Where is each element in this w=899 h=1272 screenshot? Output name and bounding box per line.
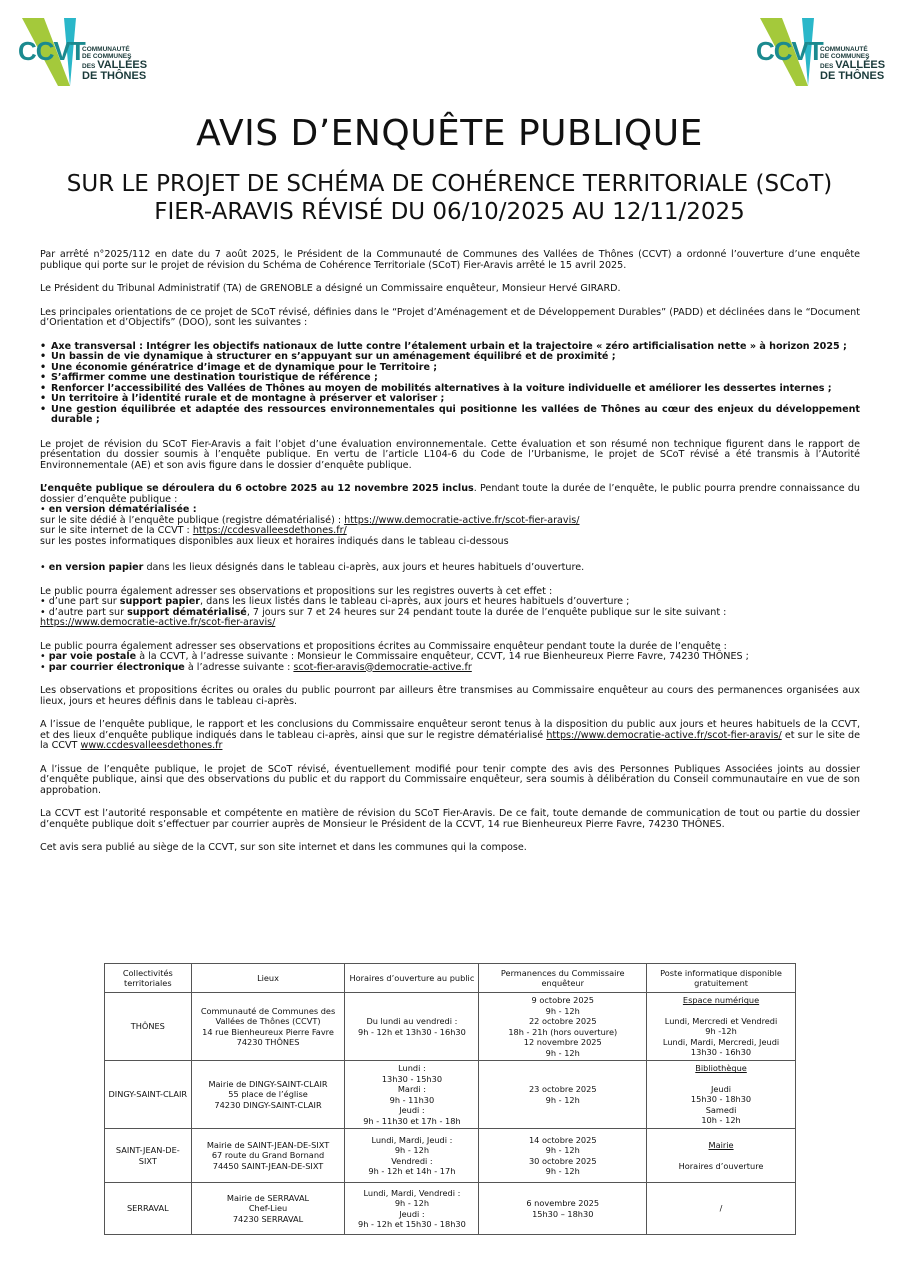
header-horaires: Horaires d’ouverture au public bbox=[345, 964, 479, 993]
papier-label: en version papier bbox=[48, 562, 144, 573]
page-title: AVIS D’ENQUÊTE PUBLIQUE bbox=[196, 113, 703, 154]
paragraph-approbation: A l’issue de l’enquête publique, le projet de SCoT révisé, éventuellement modifié pour tenir compte des avis des Personnes Publiques Associées joints au dossier d’enquête publique, ainsi que des observations du public et du rapport du Commissaire enquêteur, sera soumis à délibération du Conseil communautaire en vue de son approbation. bbox=[40, 763, 860, 796]
table-row bbox=[105, 1129, 796, 1183]
courrier-block: Le public pourra également adresser ses observations et propositions écrites au Commissaire enquêteur pendant toute la durée de l’enquête : • par voie postale à la CCVT, à l’adresse suivante : Monsieur le Commissaire enquêteur, CCVT, 14 rue Bienheureux Pierre Favre, 74230 THÔNES ; • par courrier électronique à l’adresse suivante : scot-fier-aravis@democratie-active.fr bbox=[40, 642, 860, 674]
site-ccvt-label: sur le site internet de la CCVT : bbox=[40, 525, 193, 536]
courrier-email-link[interactable]: scot-fier-aravis@democratie-active.fr bbox=[293, 661, 472, 673]
paragraph-permanences: Les observations et propositions écrites ou orales du public pourront par ailleurs être transmises au Commissaire enquêteur au cours des permanences organisées aux lieux, jours et heures définis dans le tableau ci-après. bbox=[40, 685, 860, 707]
rapport-link[interactable]: https://www.democratie-active.fr/scot-fier-aravis/ bbox=[546, 729, 782, 741]
cell-collectivite: DINGY-SAINT-CLAIR bbox=[105, 1061, 192, 1129]
cell-lieu: Mairie de SAINT-JEAN-DE-SIXT 67 route du Grand Bornand 74450 SAINT-JEAN-DE-SIXT bbox=[191, 1129, 345, 1183]
consultation-block: L’enquête publique se déroulera du 6 octobre 2025 au 12 novembre 2025 inclus. Pendant toute la durée de l’enquête, le public pourra prendre connaissance du dossier d’enquête publique : • en version dématérialisée : sur le site dédié à l’enquête publique (registre dématérialisé) : https://www.democratie-active.fr/scot-fier-aravis/ sur le site internet de la CCVT : https://ccdesvalleesdethones.fr/ sur les postes informatiques disponibles aux lieux et horaires indiqués dans le tableau ci-dessous • en version papier dans les lieux désignés dans le tableau ci-après, aux jours et heures habituels d’ouverture. bbox=[40, 483, 861, 573]
cell-permanences: 14 octobre 2025 9h - 12h 30 octobre 2025 9h - 12h bbox=[479, 1129, 647, 1183]
cell-horaires: Lundi : 13h30 - 15h30 Mardi : 9h - 11h30 Jeudi : 9h - 11h30 et 17h - 18h bbox=[345, 1061, 479, 1129]
cell-poste: Bibliothèque Jeudi 15h30 - 18h30 Samedi 10h - 12h bbox=[647, 1061, 796, 1129]
cell-poste: Mairie Horaires d’ouverture bbox=[647, 1129, 796, 1183]
logo-caption: COMMUNAUTÉ DE COMMUNES DES VALLÉES DE THÔNES bbox=[820, 46, 886, 82]
paragraph-evaluation: Le projet de révision du SCoT Fier-Aravis a fait l’objet d’une évaluation environnementale. Cette évaluation et son résumé non technique figurent dans le rapport de présentation du dossier soumis à l’enquête publique. En vertu de l’article L104-6 du Code de l’Urbanisme, le projet de SCoT révisé a été transmis à l’Autorité Environnementale (AE) et son avis figure dans le dossier d’enquête publique. bbox=[40, 438, 860, 471]
voie-postale-label: par voie postale bbox=[48, 651, 137, 662]
cell-collectivite: SAINT-JEAN-DE-SIXT bbox=[105, 1129, 192, 1183]
cell-horaires: Lundi, Mardi, Vendredi : 9h - 12h Jeudi : 9h - 12h et 15h30 - 18h30 bbox=[345, 1183, 479, 1235]
support-demat-label: support dématérialisé bbox=[127, 606, 247, 618]
cell-collectivite: SERRAVAL bbox=[105, 1183, 192, 1235]
cell-horaires: Du lundi au vendredi : 9h - 12h et 13h30 - 16h30 bbox=[345, 993, 479, 1061]
list-item: • Une gestion équilibrée et adaptée des ressources environnementales qui positionne les vallées de Thônes au cœur des enjeux du développement durable ; bbox=[51, 405, 860, 426]
site-dedie-label: sur le site dédié à l’enquête publique (registre dématérialisé) : bbox=[40, 514, 345, 526]
list-item: • Un territoire à l’identité rurale et de montagne à préserver et valoriser ; bbox=[51, 394, 860, 405]
header-permanences: Permanences du Commissaire enquêteur bbox=[479, 964, 647, 993]
enquete-intro: . Pendant toute la durée de l’enquête, le public pourra prendre connaissance du dossier d’enquête publique : bbox=[40, 483, 861, 505]
paragraph-commissaire: Le Président du Tribunal Administratif (TA) de GRENOBLE a désigné un Commissaire enquêteur, Monsieur Hervé GIRARD. bbox=[40, 283, 621, 294]
cell-collectivite: THÔNES bbox=[105, 993, 192, 1061]
postes-text: sur les postes informatiques disponibles aux lieux et horaires indiqués dans le tableau ci-dessous bbox=[40, 535, 509, 547]
list-item: • Une économie génératrice d’image et de dynamique pour le Territoire ; bbox=[51, 363, 860, 374]
table-header-row bbox=[105, 964, 796, 993]
paragraph-arrete: Par arrêté n°2025/112 en date du 7 août 2025, le Président de la Communauté de Communes des Vallées de Thônes (CCVT) a ordonné l’ouverture d’une enquête publique qui porte sur le projet de révision du Schéma de Cohérence Territoriale (SCoT) Fier-Aravis arrêté le 15 avril 2025. bbox=[40, 249, 860, 271]
ccvt-logo-right bbox=[756, 16, 896, 92]
cell-lieu: Mairie de DINGY-SAINT-CLAIR 55 place de l’église 74230 DINGY-SAINT-CLAIR bbox=[191, 1061, 345, 1129]
support-demat-link[interactable]: https://www.democratie-active.fr/scot-fier-aravis/ bbox=[40, 617, 276, 628]
table-row bbox=[105, 993, 796, 1061]
list-item: • S’affirmer comme une destination touristique de référence ; bbox=[51, 373, 860, 384]
permanences-table bbox=[104, 963, 796, 1235]
logo-caption: COMMUNAUTÉ DE COMMUNES DES VALLÉES DE THÔNES bbox=[82, 46, 148, 82]
header-poste: Poste informatique disponible gratuitement bbox=[647, 964, 796, 993]
site-ccvt-link[interactable]: https://ccdesvalleesdethones.fr/ bbox=[192, 525, 347, 536]
courrier-intro: Le public pourra également adresser ses observations et propositions écrites au Commissaire enquêteur pendant toute la durée de l’enquête : bbox=[40, 640, 727, 652]
cell-lieu: Mairie de SERRAVAL Chef-Lieu 74230 SERRAVAL bbox=[191, 1183, 345, 1235]
paragraph-autorite: La CCVT est l’autorité responsable et compétente en matière de révision du SCoT Fier-Aravis. De ce fait, toute demande de communication de tout ou partie du dossier d’enquête publique doit s’effectuer par courrier auprès de Monsieur le Président de la CCVT, 14 rue Bienheureux Pierre Favre, 74230 THÔNES. bbox=[40, 808, 860, 830]
table-row bbox=[105, 1183, 796, 1235]
orientations-list bbox=[40, 342, 860, 426]
dematerialise-label: en version dématérialisée : bbox=[48, 504, 197, 515]
header-collectivites: Collectivités territoriales bbox=[105, 964, 192, 993]
table-row bbox=[105, 1061, 796, 1129]
cell-permanences: 6 novembre 2025 15h30 – 18h30 bbox=[479, 1183, 647, 1235]
courrier-label: par courrier électronique bbox=[48, 661, 185, 673]
registres-intro: Le public pourra également adresser ses observations et propositions sur les registres ouverts à cet effet : bbox=[40, 585, 553, 597]
notice-body bbox=[40, 250, 860, 867]
page-subtitle: SUR LE PROJET DE SCHÉMA DE COHÉRENCE TERRITORIALE (SCoT) FIER-ARAVIS RÉVISÉ DU 06/10/2025 AU 12/11/2025 bbox=[66, 171, 833, 225]
registres-block: Le public pourra également adresser ses observations et propositions sur les registres ouverts à cet effet : • d’une part sur support papier, dans les lieux listés dans le tableau ci-après, aux jours et heures habituels d’ouverture ; • d’autre part sur support dématérialisé, 7 jours sur 7 et 24 heures sur 24 pendant toute la durée de l’enquête publique sur le site suivant : https://www.democratie-active.fr/scot-fier-aravis/ bbox=[40, 587, 860, 629]
cell-horaires: Lundi, Mardi, Jeudi : 9h - 12h Vendredi : 9h - 12h et 14h - 17h bbox=[345, 1129, 479, 1183]
paragraph-orientations-intro: Les principales orientations de ce projet de SCoT révisé, définies dans le “Projet d’Aménagement et de Développement Durables” (PADD) et déclinées dans le “Document d’Orientation et d’Objectifs” (DOO), sont les suivantes : bbox=[40, 306, 860, 328]
list-item: • Renforcer l’accessibilité des Vallées de Thônes au moyen de mobilités alternatives à la voiture individuelle et améliorer les dessertes internes ; bbox=[51, 384, 860, 395]
ccvt-site-link[interactable]: www.ccdesvalleesdethones.fr bbox=[80, 740, 223, 751]
cell-permanences: 23 octobre 2025 9h - 12h bbox=[479, 1061, 647, 1129]
header-lieux: Lieux bbox=[191, 964, 345, 993]
list-item: • Un bassin de vie dynamique à structurer en s’appuyant sur un aménagement équilibré et de proximité ; bbox=[51, 352, 860, 363]
enquete-dates: L’enquête publique se déroulera du 6 octobre 2025 au 12 novembre 2025 inclus bbox=[40, 483, 474, 494]
cell-poste: / bbox=[647, 1183, 796, 1235]
site-dedie-link[interactable]: https://www.democratie-active.fr/scot-fier-aravis/ bbox=[344, 514, 580, 526]
logo-acronym: CCVT bbox=[18, 36, 85, 66]
ccvt-logo-left bbox=[18, 16, 158, 92]
cell-poste: Espace numérique Lundi, Mercredi et Vendredi 9h -12h Lundi, Mardi, Mercredi, Jeudi 13h30 - 16h30 bbox=[647, 993, 796, 1061]
list-item: • Axe transversal : Intégrer les objectifs nationaux de lutte contre l’étalement urbain et la trajectoire « zéro artificialisation nette » à horizon 2025 ; bbox=[51, 342, 860, 353]
logo-acronym: CCVT bbox=[756, 36, 823, 66]
cell-permanences: 9 octobre 2025 9h - 12h 22 octobre 2025 18h - 21h (hors ouverture) 12 novembre 2025 9h - 12h bbox=[479, 993, 647, 1061]
papier-text: dans les lieux désignés dans le tableau ci-après, aux jours et heures habituels d’ouverture. bbox=[143, 562, 585, 573]
paragraph-publication: Cet avis sera publié au siège de la CCVT, sur son site internet et dans les communes qui la compose. bbox=[40, 842, 527, 853]
paragraph-rapport: A l’issue de l’enquête publique, le rapport et les conclusions du Commissaire enquêteur seront tenus à la disposition du public aux jours et heures habituels de la CCVT, et des lieux d’enquête publique indiqués dans le tableau ci-après, ainsi que sur le registre dématérialisé https://www.democratie-active.fr/scot-fier-aravis/ et sur le site de la CCVT www.ccdesvalleesdethones.fr bbox=[40, 719, 860, 751]
support-papier-label: support papier bbox=[119, 596, 201, 607]
cell-lieu: Communauté de Communes des Vallées de Thônes (CCVT) 14 rue Bienheureux Pierre Favre 74230 THÔNES bbox=[191, 993, 345, 1061]
